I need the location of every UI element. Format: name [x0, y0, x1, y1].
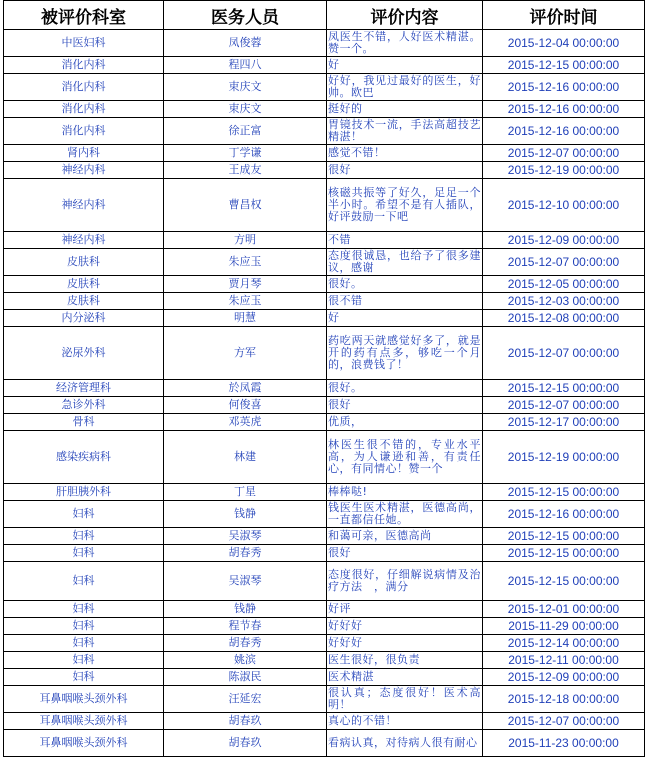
content-cell: 很好 [327, 162, 483, 179]
staff-cell: 姚滨 [164, 652, 327, 669]
time-cell: 2015-12-15 00:00:00 [483, 562, 645, 601]
staff-cell: 胡春玖 [164, 713, 327, 730]
dept-cell: 感染疾病科 [4, 431, 164, 484]
dept-cell: 中医妇科 [4, 30, 164, 57]
table-row [4, 545, 645, 562]
table-row [4, 669, 645, 686]
table-row [4, 249, 645, 276]
content-cell: 优质， [327, 414, 483, 431]
dept-cell: 消化内科 [4, 101, 164, 118]
dept-cell: 妇科 [4, 528, 164, 545]
table-row [4, 232, 645, 249]
content-cell: 好好，我见过最好的医生，好帅。欧巴 [328, 74, 481, 99]
time-cell: 2015-12-09 00:00:00 [483, 669, 645, 686]
dept-cell: 骨科 [4, 414, 164, 431]
content-cell: 药吃两天就感觉好多了，就是开的药有点多，够吃一个月的，浪费钱了！ [327, 327, 483, 380]
table-row [4, 730, 645, 757]
dept-cell: 妇科 [4, 601, 164, 618]
content-cell: 棒棒哒! [327, 484, 483, 501]
table-row [4, 30, 645, 57]
staff-cell: 明慧 [164, 310, 327, 327]
time-cell: 2015-12-16 00:00:00 [483, 74, 645, 101]
content-cell: 好 [327, 310, 483, 327]
table-row [4, 310, 645, 327]
dept-cell: 神经内科 [4, 179, 164, 232]
table-row [4, 431, 645, 484]
dept-cell: 耳鼻咽喉头颈外科 [4, 686, 164, 713]
staff-cell: 贾月琴 [164, 276, 327, 293]
staff-cell: 束庆文 [164, 101, 327, 118]
time-cell: 2015-12-01 00:00:00 [483, 601, 645, 618]
staff-cell: 钱静 [164, 501, 327, 528]
dept-cell: 肝胆胰外科 [4, 484, 164, 501]
content-cell: 挺好的 [327, 101, 483, 118]
header-time: 评价时间 [483, 1, 645, 30]
time-cell: 2015-12-16 00:00:00 [483, 101, 645, 118]
dept-cell: 妇科 [4, 545, 164, 562]
staff-cell: 方明 [164, 232, 327, 249]
time-cell: 2015-12-07 00:00:00 [483, 249, 645, 276]
dept-cell: 皮肤科 [4, 276, 164, 293]
content-cell: 很不错 [327, 293, 483, 310]
time-cell: 2015-12-15 00:00:00 [483, 545, 645, 562]
content-cell: 感觉不错！ [327, 145, 483, 162]
dept-cell: 肾内科 [4, 145, 164, 162]
time-cell: 2015-12-15 00:00:00 [483, 528, 645, 545]
dept-cell: 妇科 [4, 652, 164, 669]
dept-cell: 耳鼻咽喉头颈外科 [4, 713, 164, 730]
time-cell: 2015-12-09 00:00:00 [483, 232, 645, 249]
table-row [4, 179, 645, 232]
table-row [4, 276, 645, 293]
content-cell: 和蔼可亲，医德高尚 [327, 528, 483, 545]
content-cell: 林医生很不错的，专业水平高，为人谦逊和善，有责任心，有同情心！赞一个 [327, 431, 483, 484]
content-cell: 好好好 [327, 635, 483, 652]
table-row [4, 74, 645, 101]
staff-cell: 凤俊蓉 [164, 30, 327, 57]
time-cell: 2015-12-15 00:00:00 [483, 484, 645, 501]
staff-cell: 胡春秀 [164, 635, 327, 652]
time-cell: 2015-12-17 00:00:00 [483, 414, 645, 431]
time-cell: 2015-12-03 00:00:00 [483, 293, 645, 310]
content-cell: 好评 [327, 601, 483, 618]
staff-cell: 邓英虎 [164, 414, 327, 431]
header-staff: 医务人员 [164, 1, 327, 30]
time-cell: 2015-12-19 00:00:00 [483, 431, 645, 484]
time-cell: 2015-12-07 00:00:00 [483, 327, 645, 380]
time-cell: 2015-11-23 00:00:00 [483, 730, 645, 757]
dept-cell: 妇科 [4, 562, 164, 601]
table-row [4, 484, 645, 501]
time-cell: 2015-12-14 00:00:00 [483, 635, 645, 652]
staff-cell: 王成友 [164, 162, 327, 179]
time-cell: 2015-12-16 00:00:00 [483, 501, 645, 528]
time-cell: 2015-12-10 00:00:00 [483, 179, 645, 232]
staff-cell: 胡春玖 [164, 730, 327, 757]
content-cell: 很好 [327, 397, 483, 414]
staff-cell: 朱应玉 [164, 249, 327, 276]
staff-cell: 汪延宏 [164, 686, 327, 713]
time-cell: 2015-12-16 00:00:00 [483, 118, 645, 145]
time-cell: 2015-12-05 00:00:00 [483, 276, 645, 293]
dept-cell: 皮肤科 [4, 249, 164, 276]
staff-cell: 束庆文 [164, 74, 327, 101]
time-cell: 2015-12-15 00:00:00 [483, 380, 645, 397]
header-dept: 被评价科室 [4, 1, 164, 30]
time-cell: 2015-12-04 00:00:00 [483, 30, 645, 57]
table-row [4, 562, 645, 601]
table-row [4, 686, 645, 713]
staff-cell: 陈淑民 [164, 669, 327, 686]
table-row [4, 414, 645, 431]
dept-cell: 神经内科 [4, 162, 164, 179]
dept-cell: 皮肤科 [4, 293, 164, 310]
evaluation-table [3, 0, 645, 757]
content-cell: 核磁共振等了好久，足足一个半小时。希望不是有人插队，好评鼓励一下吧 [327, 179, 483, 232]
dept-cell: 泌尿外科 [4, 327, 164, 380]
time-cell: 2015-12-08 00:00:00 [483, 310, 645, 327]
table-row [4, 380, 645, 397]
time-cell: 2015-12-07 00:00:00 [483, 397, 645, 414]
table-row [4, 162, 645, 179]
time-cell: 2015-12-19 00:00:00 [483, 162, 645, 179]
content-cell: 医生很好，很负责 [327, 652, 483, 669]
staff-cell: 程节春 [164, 618, 327, 635]
dept-cell: 耳鼻咽喉头颈外科 [4, 730, 164, 757]
content-cell: 好 [327, 57, 483, 74]
header-content: 评价内容 [327, 1, 483, 30]
table-row [4, 635, 645, 652]
table-body [4, 30, 645, 757]
dept-cell: 妇科 [4, 501, 164, 528]
content-cell: 凤医生不错，人好医术精湛。赞一个。 [328, 30, 481, 55]
content-cell: 钱医生医术精湛，医德高尚，一直都信任她。 [328, 501, 481, 526]
staff-cell: 吴淑琴 [164, 562, 327, 601]
table-row [4, 601, 645, 618]
table-row [4, 397, 645, 414]
time-cell: 2015-12-11 00:00:00 [483, 652, 645, 669]
time-cell: 2015-12-07 00:00:00 [483, 713, 645, 730]
time-cell: 2015-12-15 00:00:00 [483, 57, 645, 74]
dept-cell: 内分泌科 [4, 310, 164, 327]
content-cell: 很好。 [327, 276, 483, 293]
dept-cell: 妇科 [4, 669, 164, 686]
content-cell: 态度很好，仔细解说病情及治疗方法 ，满分 [327, 562, 483, 601]
table-row [4, 652, 645, 669]
table-row [4, 57, 645, 74]
content-cell: 很认真；态度很好！医术高明！ [328, 686, 481, 711]
dept-cell: 消化内科 [4, 118, 164, 145]
content-cell: 很好。 [327, 380, 483, 397]
staff-cell: 方军 [164, 327, 327, 380]
content-cell: 医术精湛 [327, 669, 483, 686]
staff-cell: 徐正富 [164, 118, 327, 145]
table-row [4, 713, 645, 730]
dept-cell: 消化内科 [4, 57, 164, 74]
content-cell: 好好好 [327, 618, 483, 635]
staff-cell: 胡春秀 [164, 545, 327, 562]
table-row [4, 293, 645, 310]
staff-cell: 於凤霞 [164, 380, 327, 397]
dept-cell: 神经内科 [4, 232, 164, 249]
content-cell: 胃镜技术一流，手法高超技艺精湛！ [328, 118, 481, 143]
content-cell: 态度很诚恳，也给予了很多建议，感谢 [328, 249, 481, 274]
header-row [4, 1, 645, 30]
staff-cell: 林建 [164, 431, 327, 484]
dept-cell: 急诊外科 [4, 397, 164, 414]
staff-cell: 钱静 [164, 601, 327, 618]
dept-cell: 妇科 [4, 635, 164, 652]
staff-cell: 吴淑琴 [164, 528, 327, 545]
staff-cell: 何俊喜 [164, 397, 327, 414]
table-row [4, 327, 645, 380]
time-cell: 2015-12-07 00:00:00 [483, 145, 645, 162]
time-cell: 2015-11-29 00:00:00 [483, 618, 645, 635]
staff-cell: 曹昌权 [164, 179, 327, 232]
content-cell: 不错 [327, 232, 483, 249]
staff-cell: 丁学谦 [164, 145, 327, 162]
staff-cell: 朱应玉 [164, 293, 327, 310]
content-cell: 看病认真，对待病人很有耐心 [327, 730, 483, 757]
dept-cell: 消化内科 [4, 74, 164, 101]
table-row [4, 145, 645, 162]
staff-cell: 丁星 [164, 484, 327, 501]
dept-cell: 妇科 [4, 618, 164, 635]
dept-cell: 经济管理科 [4, 380, 164, 397]
time-cell: 2015-12-18 00:00:00 [483, 686, 645, 713]
table-row [4, 101, 645, 118]
content-cell: 真心的不错！ [327, 713, 483, 730]
table-row [4, 618, 645, 635]
table-row [4, 501, 645, 528]
staff-cell: 程四八 [164, 57, 327, 74]
table-row [4, 118, 645, 145]
table-row [4, 528, 645, 545]
content-cell: 很好 [327, 545, 483, 562]
